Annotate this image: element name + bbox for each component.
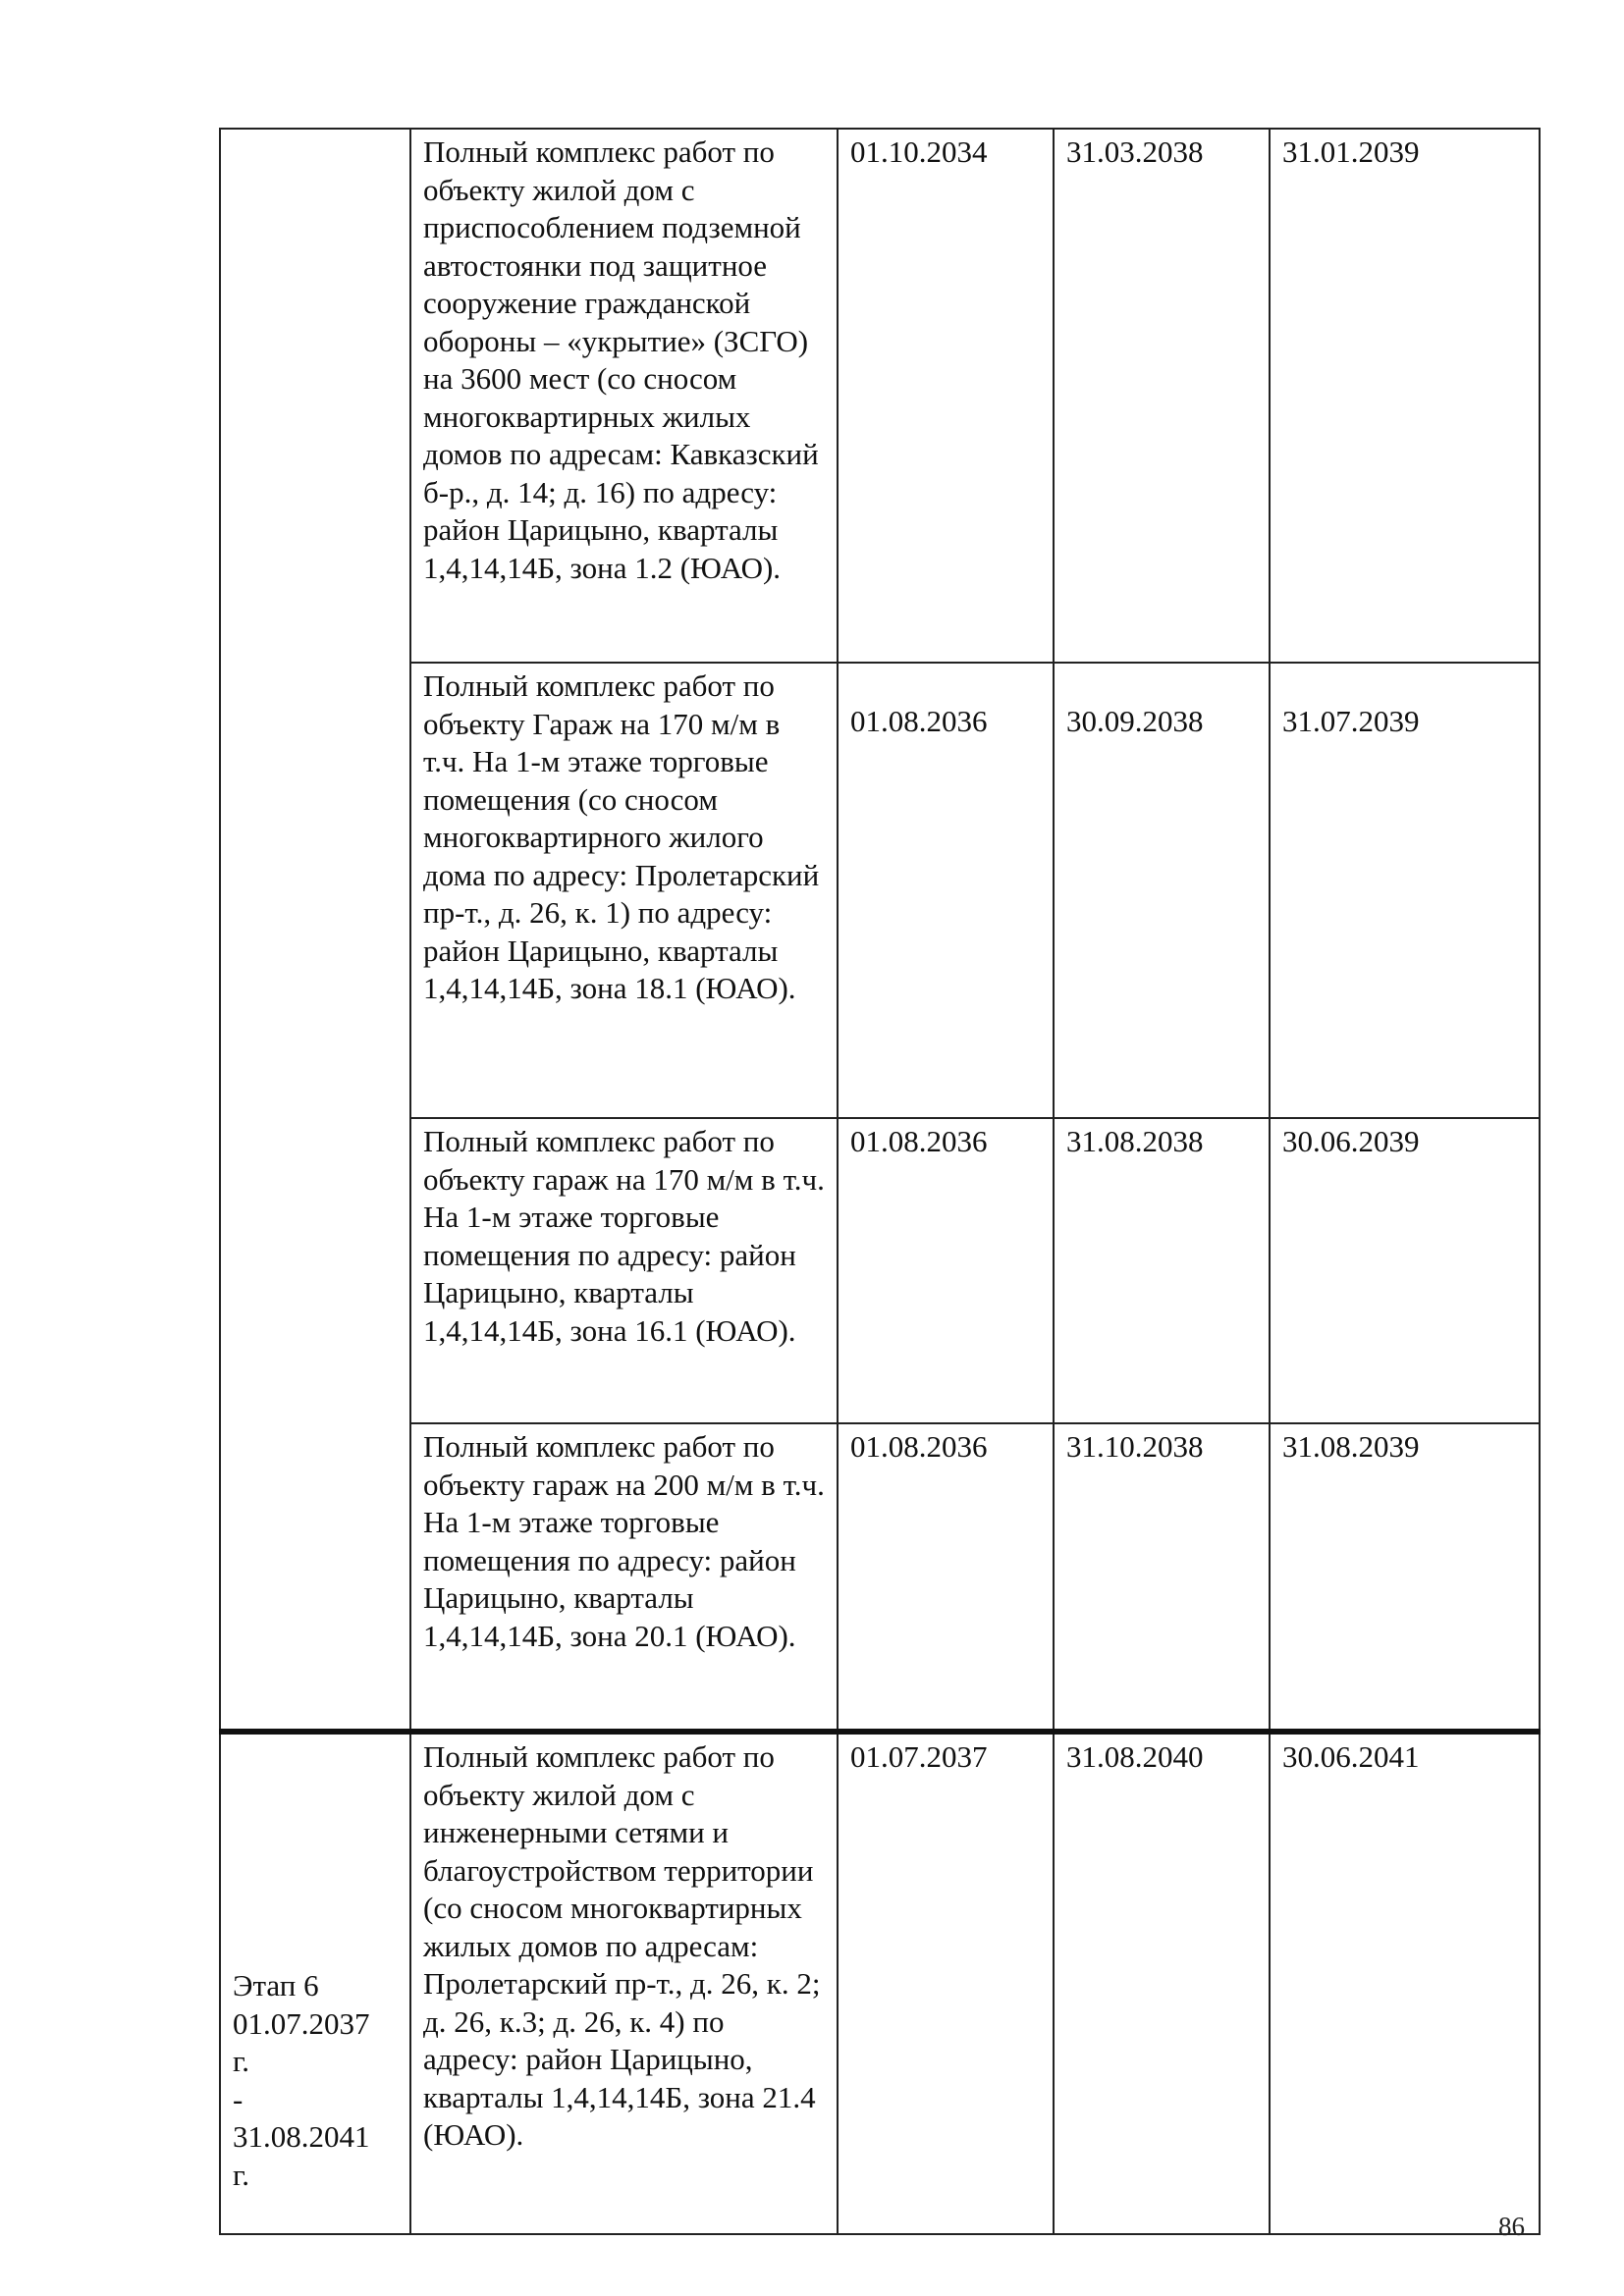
construction-end-date: 31.08.2040 xyxy=(1054,1732,1270,2234)
table-row xyxy=(220,1732,1540,2234)
table-row xyxy=(220,1423,1540,1732)
table-row xyxy=(220,129,1540,663)
page-number: 86 xyxy=(1498,2212,1525,2241)
stage-start-date: 01.07.2037 xyxy=(233,2005,370,2041)
construction-end-date: 31.03.2038 xyxy=(1054,129,1270,663)
work-description: Полный комплекс работ по объекту Гараж на 170 м/м в т.ч. На 1-м этаже торговые помещения (со сносом многоквартирного жилого дома по адресу: Пролетарский пр-т., д. 26, к. 1) по адресу: район Царицыно, кварталы 1,4,14,14Б, зона 18.1 (ЮАО). xyxy=(410,663,838,1118)
start-date: 01.08.2036 xyxy=(838,1118,1054,1423)
start-date: 01.07.2037 xyxy=(838,1732,1054,2234)
table-row xyxy=(220,663,1540,1118)
schedule-table xyxy=(219,128,1541,2235)
stage-6-cell xyxy=(220,1732,410,2234)
work-description: Полный комплекс работ по объекту жилой дом с инженерными сетями и благоустройством территории (со сносом многоквартирных жилых домов по адресам: Пролетарский пр-т., д. 26, к. 2; д. 26, к.3; д. 26, к. 4) по адресу: район Царицыно, кварталы 1,4,14,14Б, зона 21.4 (ЮАО). xyxy=(410,1732,838,2234)
completion-date: 30.06.2039 xyxy=(1270,1118,1540,1423)
start-date: 01.08.2036 xyxy=(838,663,1054,1118)
completion-date: 31.07.2039 xyxy=(1270,663,1540,1118)
stage-title: Этап 6 xyxy=(233,1968,319,2002)
work-description: Полный комплекс работ по объекту гараж на 170 м/м в т.ч. На 1-м этаже торговые помещения по адресу: район Царицыно, кварталы 1,4,14,14Б, зона 16.1 (ЮАО). xyxy=(410,1118,838,1423)
stage-cell-empty xyxy=(220,129,410,1732)
stage-dash: - xyxy=(233,2081,244,2116)
table-row xyxy=(220,1118,1540,1423)
start-date: 01.08.2036 xyxy=(838,1423,1054,1732)
stage-end-suffix: г. xyxy=(233,2157,249,2192)
stage-end-date: 31.08.2041 xyxy=(233,2119,370,2154)
work-description: Полный комплекс работ по объекту гараж на 200 м/м в т.ч. На 1-м этаже торговые помещения по адресу: район Царицыно, кварталы 1,4,14,14Б, зона 20.1 (ЮАО). xyxy=(410,1423,838,1732)
construction-end-date: 30.09.2038 xyxy=(1054,663,1270,1118)
construction-end-date: 31.10.2038 xyxy=(1054,1423,1270,1732)
completion-date: 30.06.2041 xyxy=(1270,1732,1540,2234)
completion-date: 31.01.2039 xyxy=(1270,129,1540,663)
construction-end-date: 31.08.2038 xyxy=(1054,1118,1270,1423)
start-date: 01.10.2034 xyxy=(838,129,1054,663)
completion-date: 31.08.2039 xyxy=(1270,1423,1540,1732)
work-description: Полный комплекс работ по объекту жилой дом с приспособлением подземной автостоянки под защитное сооружение гражданской обороны – «укрытие» (ЗСГО) на 3600 мест (со сносом многоквартирных жилых домов по адресам: Кавказский б-р., д. 14; д. 16) по адресу: район Царицыно, кварталы 1,4,14,14Б, зона 1.2 (ЮАО). xyxy=(410,129,838,663)
stage-start-suffix: г. xyxy=(233,2044,249,2078)
